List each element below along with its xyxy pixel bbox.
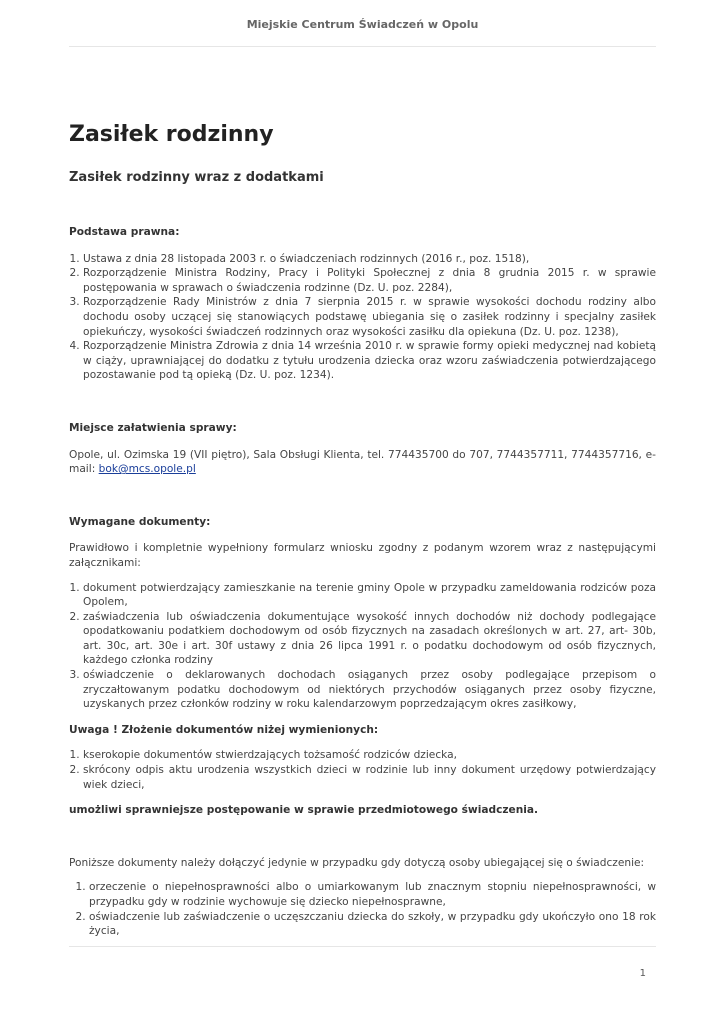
list-item: 4. Rozporządzenie Ministra Zdrowia z dnia 14 września 2010 r. w sprawie formy opieki medycznej nad kobietą w ciąży, uprawniającej do dodatku z tytułu urodzenia dziecka oraz wzoru zaświadczenia potwierdzającego pozostawanie pod tą opieką (Dz. U. poz. 1234). [83,339,656,383]
header-divider [69,46,656,47]
list-item: 3. oświadczenie o deklarowanych dochodach osiąganych przez osoby podlegające przepisom o zryczałtowanym podatku dochodowym od niektórych przychodów osiąganych przez osoby fizyczne, uzyskanych przez członków rodziny w roku kalendarzowym poprzedzającym okres zasiłkowy, [83,668,656,712]
page-title: Zasiłek rodzinny [69,122,274,147]
documents-intro: Prawidłowo i kompletnie wypełniony formularz wniosku zgodny z podanym wzorem wraz z następującymi załącznikami: [69,542,656,569]
conditional-intro: Poniższe dokumenty należy dołączyć jedynie w przypadku gdy dotyczą osoby ubiegającej się o świadczenie: [69,856,645,869]
email-link[interactable]: bok@mcs.opole.pl [98,463,196,476]
place-text [69,448,656,477]
list-item: 1. orzeczenie o niepełnosprawności albo o umiarkowanym lub znacznym stopniu niepełnosprawności, w przypadku gdy w rodzinie wychowuje się dziecko niepełnosprawne, [89,880,656,909]
legal-basis-heading: Podstawa prawna: [69,226,180,238]
warning-heading: Uwaga ! Złożenie dokumentów niżej wymienionych: [69,723,379,736]
documents-heading: Wymagane dokumenty: [69,515,211,528]
legal-basis-list [69,252,656,383]
list-item: 1. dokument potwierdzający zamieszkanie na terenie gminy Opole w przypadku zameldowania rodziców poza Opolem, [83,581,656,610]
list-item: 2. Rozporządzenie Ministra Rodziny, Pracy i Polityki Społecznej z dnia 8 grudnia 2015 r. w sprawie postępowania w sprawach o świadczenia rodzinne (Dz. U. poz. 2284), [83,266,656,295]
list-item: 2. oświadczenie lub zaświadczenie o uczęszczaniu dziecka do szkoły, w przypadku gdy ukończyło ono 18 rok życia, [89,910,656,939]
warning-footer: umożliwi sprawniejsze postępowanie w sprawie przedmiotowego świadczenia. [69,804,539,817]
place-address: Opole, ul. Ozimska 19 (VII piętro), Sala Obsługi Klienta, tel. 774435700 do 707, 7744357711, 7744357716, e-mail: [69,448,656,476]
warning-list [69,748,656,792]
document-content [69,121,656,939]
list-item: 3. Rozporządzenie Rady Ministrów z dnia 7 sierpnia 2015 r. w sprawie wysokości dochodu rodziny albo dochodu osoby uczącej się stanowiących podstawę ubiegania się o zasiłek rodzinny i specjalny zasiłek opiekuńczy, wysokości świadczeń rodzinnych oraz wysokości zasiłku dla opiekuna (Dz. U. poz. 1238), [83,295,656,339]
place-heading: Miejsce załatwienia sprawy: [69,421,237,434]
documents-list [69,581,656,712]
conditional-list [69,880,656,938]
page-header: Miejskie Centrum Świadczeń w Opolu [246,18,479,31]
list-item: 2. zaświadczenia lub oświadczenia dokumentujące wysokość innych dochodów niż dochody podlegające opodatkowaniu podatkiem dochodowym od osób fizycznych na zasadach określonych w art. 27, art- 30b, art. 30c, art. 30e i art. 30f ustawy z dnia 26 lipca 1991 r. o podatku dochodowym od osób fizycznych, każdego członka rodziny [83,610,656,668]
page-number: 1 [639,968,646,979]
list-item: 2. skrócony odpis aktu urodzenia wszystkich dzieci w rodzinie lub inny dokument urzędowy potwierdzający wiek dzieci, [83,763,656,792]
page-subtitle: Zasiłek rodzinny wraz z dodatkami [69,170,324,185]
list-item: 1. Ustawa z dnia 28 listopada 2003 r. o świadczeniach rodzinnych (2016 r., poz. 1518), [83,252,656,267]
footer-divider [69,946,656,947]
list-item: 1. kserokopie dokumentów stwierdzających tożsamość rodziców dziecka, [83,748,656,763]
